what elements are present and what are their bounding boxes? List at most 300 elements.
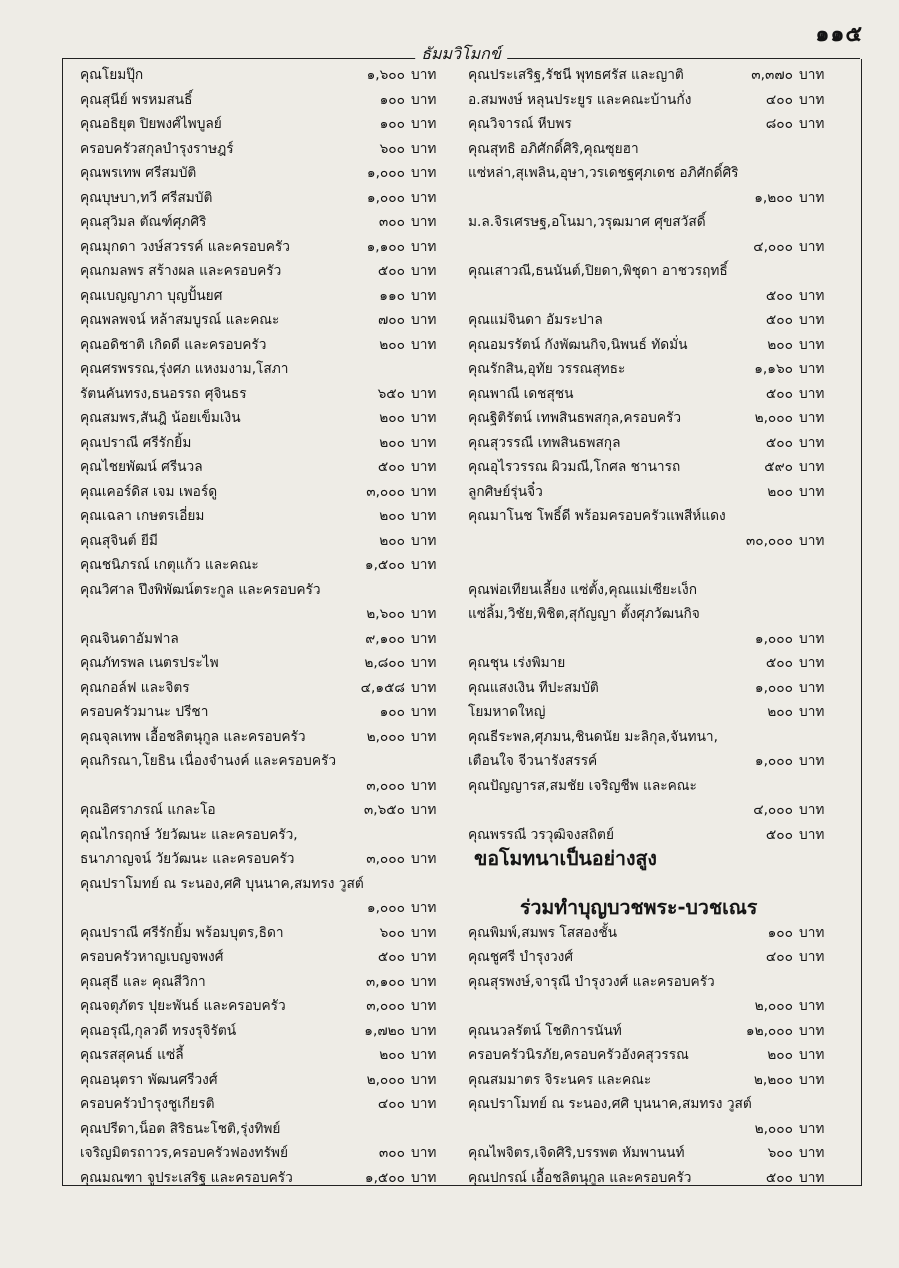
donor-row bbox=[80, 382, 455, 407]
donation-amount: ๒,๖๐๐ bbox=[366, 606, 405, 622]
donor-row bbox=[80, 137, 455, 162]
donation-amount: ๒๐๐ bbox=[379, 532, 405, 549]
donor-row bbox=[80, 455, 455, 480]
currency-unit: บาท bbox=[411, 385, 437, 402]
donor-row bbox=[468, 161, 843, 186]
donor-name: แซ่ลิ้ม,วิชัย,พิชิต,สุกัญญา ตั้งศุภวัฒนกิจ bbox=[468, 606, 700, 622]
page-header bbox=[62, 44, 860, 63]
donor-name: คุณไชยพัฒน์ ศรีนวล bbox=[80, 459, 203, 475]
donation-amount: ๕๐๐ bbox=[765, 312, 793, 328]
donor-name: ม.ล.จิรเศรษฐ,อโนมา,วรุฒมาศ ศุขสวัสดิ์ bbox=[468, 214, 706, 230]
currency-unit: บาท bbox=[411, 508, 437, 524]
donor-row bbox=[80, 1092, 455, 1117]
currency-unit: บาท bbox=[799, 1169, 825, 1186]
currency-unit: บาท bbox=[411, 973, 437, 990]
donor-row bbox=[468, 651, 843, 676]
donor-row bbox=[468, 1166, 843, 1191]
donation-amount: ๒,๐๐๐ bbox=[754, 998, 793, 1014]
donor-name: คุณปราโมทย์ ณ ระนอง,ศศิ บุนนาค,สมทรง วูสต์ bbox=[80, 875, 364, 892]
currency-unit: บาท bbox=[799, 385, 825, 402]
donor-row bbox=[468, 774, 843, 799]
currency-unit: บาท bbox=[799, 949, 825, 965]
donor-row bbox=[468, 88, 843, 113]
currency-unit: บาท bbox=[411, 949, 437, 965]
donor-list-right bbox=[468, 63, 843, 1190]
currency-unit: บาท bbox=[411, 410, 437, 426]
donor-name: เตือนใจ จีวนารังสรรค์ bbox=[468, 753, 598, 769]
donor-name: คุณวิศาล ปึงพิพัฒน์ตระกูล และครอบครัว bbox=[80, 581, 321, 598]
donor-name: คุณโยมปุ๊ก bbox=[80, 67, 144, 83]
donation-amount: ๑,๒๐๐ bbox=[754, 189, 793, 206]
donor-name: คุณมุกดา วงษ์สวรรค์ และครอบครัว bbox=[80, 238, 290, 255]
donor-name: คุณจุลเทพ เอื้อชลิตนุกูล และครอบครัว bbox=[80, 728, 306, 745]
currency-unit: บาท bbox=[799, 630, 825, 647]
donor-row bbox=[468, 994, 843, 1019]
currency-unit: บาท bbox=[411, 900, 437, 916]
donation-amount: ๑๐๐ bbox=[767, 924, 793, 941]
donor-name: คุณสมพร,สันฎิ น้อยเข็มเงิน bbox=[80, 410, 241, 426]
currency-unit: บาท bbox=[799, 532, 825, 549]
donation-amount: ๑๐๐ bbox=[379, 116, 405, 132]
donor-row bbox=[80, 627, 455, 652]
currency-unit: บาท bbox=[411, 287, 437, 304]
donor-row bbox=[468, 357, 843, 382]
donation-amount: ๓,๑๐๐ bbox=[365, 973, 405, 990]
donor-row bbox=[80, 651, 455, 676]
donation-amount: ๑๐๐ bbox=[379, 704, 405, 720]
currency-unit: บาท bbox=[411, 1096, 437, 1112]
donor-row bbox=[80, 112, 455, 137]
donor-row bbox=[80, 896, 455, 921]
donor-name: ธนาภาญจน์ วัยวัฒนะ และครอบครัว bbox=[80, 851, 295, 867]
donor-name: คุณชูศรี บำรุงวงศ์ bbox=[468, 949, 574, 965]
currency-unit: บาท bbox=[799, 1120, 825, 1137]
donor-row bbox=[80, 1043, 455, 1068]
donation-amount: ๒,๘๐๐ bbox=[364, 655, 405, 671]
currency-unit: บาท bbox=[411, 924, 437, 941]
donor-name: คุณพาณี เดชสุชน bbox=[468, 385, 574, 402]
donor-name: คุณเฉลา เกษตรเอี่ยม bbox=[80, 508, 205, 524]
donor-name: ครอบครัวมานะ ปรีชา bbox=[80, 704, 209, 720]
donor-row bbox=[80, 161, 455, 186]
donation-amount: ๕๐๐ bbox=[765, 434, 793, 451]
donor-row bbox=[80, 1117, 455, 1142]
currency-unit: บาท bbox=[411, 116, 437, 132]
currency-unit: บาท bbox=[411, 606, 437, 622]
currency-unit: บาท bbox=[799, 1047, 825, 1063]
spacer bbox=[468, 553, 843, 578]
page-number: ๑๑๕ bbox=[815, 22, 863, 47]
donor-name: คุณปัญญารส,สมชัย เจริญชีพ และคณะ bbox=[468, 777, 697, 794]
donor-name: คุณไพจิตร,เจิดศิริ,บรรพต หัมพานนท์ bbox=[468, 1145, 685, 1161]
donor-row bbox=[468, 1043, 843, 1068]
currency-unit: บาท bbox=[799, 361, 825, 377]
donor-row bbox=[80, 994, 455, 1019]
donation-amount: ๓,๓๗๐ bbox=[751, 67, 793, 83]
currency-unit: บาท bbox=[411, 263, 437, 279]
donor-row bbox=[80, 333, 455, 358]
donor-row bbox=[468, 823, 843, 848]
donor-row bbox=[80, 700, 455, 725]
donation-amount: ๒๐๐ bbox=[379, 336, 405, 353]
donor-row bbox=[80, 774, 455, 799]
donor-row bbox=[80, 970, 455, 995]
donor-row bbox=[80, 578, 455, 603]
donor-row bbox=[80, 602, 455, 627]
donation-amount: ๒๐๐ bbox=[379, 1047, 405, 1063]
donation-amount: ๔๐๐ bbox=[765, 949, 793, 965]
donor-name: คุณอิศราภรณ์ แกละโอ bbox=[80, 802, 216, 818]
currency-unit: บาท bbox=[799, 802, 825, 818]
donor-row bbox=[80, 1166, 455, 1191]
donor-row bbox=[80, 749, 455, 774]
donor-row bbox=[468, 529, 843, 554]
donor-row bbox=[80, 1141, 455, 1166]
currency-unit: บาท bbox=[799, 189, 825, 206]
currency-unit: บาท bbox=[411, 214, 437, 230]
donation-amount: ๑,๐๐๐ bbox=[366, 165, 405, 181]
currency-unit: บาท bbox=[799, 116, 825, 132]
donation-amount: ๒,๐๐๐ bbox=[754, 410, 793, 426]
currency-unit: บาท bbox=[411, 140, 437, 157]
donor-name: คุณอดิชาติ เกิดดี และครอบครัว bbox=[80, 336, 267, 353]
currency-unit: บาท bbox=[411, 165, 437, 181]
donor-name: คุณสุจินต์ ยีมี bbox=[80, 532, 158, 549]
donor-name: คุณสุรพงษ์,จารุณี บำรุงวงศ์ และครอบครัว bbox=[468, 973, 715, 990]
donation-amount: ๒๐๐ bbox=[379, 434, 405, 451]
donor-row bbox=[468, 63, 843, 88]
donation-amount: ๑,๐๐๐ bbox=[366, 900, 405, 916]
donation-amount: ๒๐๐ bbox=[379, 410, 405, 426]
donation-amount: ๕๐๐ bbox=[765, 655, 793, 671]
donation-amount: ๓,๖๕๐ bbox=[363, 802, 405, 818]
donation-amount: ๒๐๐ bbox=[767, 1047, 793, 1063]
donor-row bbox=[468, 382, 843, 407]
donor-row bbox=[80, 284, 455, 309]
donor-row bbox=[80, 235, 455, 260]
donor-row bbox=[80, 308, 455, 333]
donor-name: คุณมาโนช โพธิ์ดี พร้อมครอบครัวแพสีห์แดง bbox=[468, 508, 726, 524]
donor-row bbox=[468, 798, 843, 823]
donation-amount: ๓,๐๐๐ bbox=[366, 851, 405, 867]
donor-row bbox=[468, 259, 843, 284]
donation-amount: ๒๐๐ bbox=[767, 336, 793, 353]
donor-row bbox=[80, 847, 455, 872]
donor-name: ครอบครัวสกุลบำรุงราษฎร์ bbox=[80, 140, 234, 157]
donor-row bbox=[80, 186, 455, 211]
donor-row bbox=[80, 823, 455, 848]
donor-name: คุณปราณี ศรีรักยิ้ม พร้อมบุตร,ธิดา bbox=[80, 924, 284, 941]
donation-amount: ๑,๖๐๐ bbox=[366, 67, 405, 83]
currency-unit: บาท bbox=[411, 336, 437, 353]
donation-amount: ๑,๑๖๐ bbox=[754, 361, 793, 377]
donor-row bbox=[468, 970, 843, 995]
donation-amount: ๑,๐๐๐ bbox=[754, 630, 793, 647]
currency-unit: บาท bbox=[799, 312, 825, 328]
donation-amount: ๓๐,๐๐๐ bbox=[745, 532, 793, 549]
donor-row bbox=[80, 1068, 455, 1093]
currency-unit: บาท bbox=[411, 434, 437, 451]
donor-row bbox=[468, 112, 843, 137]
donation-amount: ๑,๕๐๐ bbox=[364, 1169, 405, 1186]
donor-name: คุณพ่อเทียนเลี้ยง แซ่ตั้ง,คุณแม่เซียะเง็ก bbox=[468, 581, 698, 598]
donation-amount: ๖๐๐ bbox=[379, 924, 405, 941]
donation-amount: ๓๐๐ bbox=[378, 214, 405, 230]
donor-row bbox=[468, 480, 843, 505]
donor-row bbox=[80, 872, 455, 897]
donor-name: คุณสมมาตร จิระนคร และคณะ bbox=[468, 1071, 652, 1088]
donor-row bbox=[468, 945, 843, 970]
donation-amount: ๒,๒๐๐ bbox=[753, 1071, 793, 1088]
donor-name: ครอบครัวนิรภัย,ครอบครัวอังคสุวรรณ bbox=[468, 1047, 689, 1063]
donor-name: คุณปรีดา,น็อต สิริธนะโชติ,รุ่งทิพย์ bbox=[80, 1120, 281, 1137]
donation-amount: ๕๐๐ bbox=[765, 1169, 793, 1186]
donor-name: คุณบุษบา,ทวี ศรีสมบัติ bbox=[80, 189, 213, 206]
donation-amount: ๔,๑๕๘ bbox=[360, 679, 405, 696]
currency-unit: บาท bbox=[411, 851, 437, 867]
currency-unit: บาท bbox=[411, 459, 437, 475]
donation-amount: ๓,๐๐๐ bbox=[366, 998, 405, 1014]
donation-amount: ๒๐๐ bbox=[379, 508, 405, 524]
donation-amount: ๒,๐๐๐ bbox=[366, 1071, 405, 1088]
donor-row bbox=[468, 504, 843, 529]
currency-unit: บาท bbox=[411, 1145, 437, 1161]
donation-amount: ๑,๑๐๐ bbox=[366, 238, 405, 255]
donor-row bbox=[80, 357, 455, 382]
currency-unit: บาท bbox=[411, 630, 437, 647]
spacer bbox=[468, 872, 843, 897]
currency-unit: บาท bbox=[411, 1022, 437, 1039]
donor-name: ลูกศิษย์รุ่นจิ๋ว bbox=[468, 483, 543, 500]
donor-row bbox=[468, 1117, 843, 1142]
donor-name: คุณพรรณี วรวุฒิจงสถิตย์ bbox=[468, 826, 614, 843]
section-heading: ขอโมทนาเป็นอย่างสูง bbox=[474, 847, 657, 870]
donor-row bbox=[468, 921, 843, 946]
donation-amount: ๖๐๐ bbox=[767, 1145, 793, 1161]
donor-name: อ.สมพงษ์ หลุนประยูร และคณะบ้านกั่ง bbox=[468, 91, 692, 108]
currency-unit: บาท bbox=[799, 410, 825, 426]
donor-name: คุณกิรณา,โยธิน เนื่องจำนงค์ และครอบครัว bbox=[80, 753, 337, 769]
donor-row bbox=[468, 602, 843, 627]
donor-name: คุณเคอร์ดิส เจม เพอร์ดู bbox=[80, 483, 218, 500]
donation-amount: ๕๐๐ bbox=[377, 949, 405, 965]
donor-row bbox=[80, 676, 455, 701]
donation-amount: ๕๐๐ bbox=[377, 263, 405, 279]
currency-unit: บาท bbox=[799, 67, 825, 83]
donor-name: คุณภัทรพล เนตรประไพ bbox=[80, 655, 219, 671]
donor-name: คุณฐิติรัตน์ เทพสินธพสกุล,ครอบครัว bbox=[468, 410, 682, 426]
donor-row bbox=[80, 945, 455, 970]
currency-unit: บาท bbox=[411, 1169, 437, 1186]
donor-name: คุณสุนีย์ พรหมสนธิ์ bbox=[80, 91, 193, 108]
donor-name: คุณพิมพ์,สมพร โสสองชั้น bbox=[468, 924, 617, 941]
donor-row bbox=[468, 1068, 843, 1093]
donor-name: คุณแสงเงิน ทีปะสมบัติ bbox=[468, 679, 599, 696]
donation-amount: ๗๐๐ bbox=[377, 312, 405, 328]
currency-unit: บาท bbox=[799, 459, 825, 475]
donation-amount: ๓,๐๐๐ bbox=[366, 777, 405, 794]
donation-amount: ๑,๗๒๐ bbox=[364, 1022, 405, 1039]
donor-name: คุณอธิยุต ปิยพงศ์ไพบูลย์ bbox=[80, 116, 222, 132]
donation-amount: ๔๐๐ bbox=[377, 1096, 405, 1112]
donation-amount: ๑,๐๐๐ bbox=[366, 189, 405, 206]
donation-amount: ๙,๑๐๐ bbox=[365, 630, 405, 647]
donor-row bbox=[468, 284, 843, 309]
donor-name: คุณกอล์ฟ และจิตร bbox=[80, 679, 190, 696]
donation-amount: ๔,๐๐๐ bbox=[753, 802, 793, 818]
donation-amount: ๓๐๐ bbox=[378, 1145, 405, 1161]
currency-unit: บาท bbox=[799, 238, 825, 255]
currency-unit: บาท bbox=[411, 802, 437, 818]
donor-row bbox=[80, 210, 455, 235]
donor-row bbox=[468, 308, 843, 333]
currency-unit: บาท bbox=[411, 998, 437, 1014]
donor-name: คุณพรเทพ ศรีสมบัติ bbox=[80, 165, 197, 181]
donor-row bbox=[468, 235, 843, 260]
donor-name: คุณปราณี ศรีรักยิ้ม bbox=[80, 434, 192, 451]
currency-unit: บาท bbox=[799, 679, 825, 696]
donor-name: คุณกมลพร สร้างผล และครอบครัว bbox=[80, 263, 282, 279]
donor-name: คุณวิจารณ์ หีบพร bbox=[468, 116, 572, 132]
donor-row bbox=[468, 210, 843, 235]
donor-name: แซ่หล่า,สุเพลิน,อุษา,วรเดชฐศุภเดช อภิศักดิ์ศิริ bbox=[468, 165, 739, 181]
donation-amount: ๓,๐๐๐ bbox=[366, 483, 405, 500]
donor-name: คุณอมรรัตน์ กังพัฒนกิจ,นิพนธ์ ทัดมั่น bbox=[468, 336, 688, 353]
donor-name: คุณอนุตรา พัฒนศรีวงศ์ bbox=[80, 1071, 218, 1088]
donor-row bbox=[468, 455, 843, 480]
donation-amount: ๖๐๐ bbox=[379, 140, 405, 157]
currency-unit: บาท bbox=[799, 826, 825, 843]
donor-row bbox=[80, 504, 455, 529]
donation-amount: ๑๑๐ bbox=[379, 287, 405, 304]
donor-name: คุณจินดาอัมฟาล bbox=[80, 630, 179, 647]
donor-row bbox=[80, 259, 455, 284]
donor-row bbox=[468, 406, 843, 431]
section-heading: ร่วมทำบุญบวชพระ-บวชเณร bbox=[520, 896, 758, 919]
donation-amount: ๑,๕๐๐ bbox=[364, 557, 405, 573]
donor-row bbox=[80, 1019, 455, 1044]
donor-name: คุณชนิภรณ์ เกตุแก้ว และคณะ bbox=[80, 557, 259, 573]
donor-name: คุณมณฑา จูประเสริฐ และครอบครัว bbox=[80, 1169, 293, 1186]
currency-unit: บาท bbox=[411, 532, 437, 549]
donor-name: คุณศรพรรณ,รุ่งศภ แหงมงาม,โสภา bbox=[80, 361, 289, 377]
donor-name: คุณเสาวณี,ธนนันต์,ปิยดา,พิชุดา อาชวรฤทธิ์ bbox=[468, 263, 728, 279]
header-title: ธัมมวิโมกข์ bbox=[415, 42, 507, 67]
donor-row bbox=[80, 553, 455, 578]
donor-name: คุณธีระพล,ศุภมน,ชินดนัย มะลิกุล,จันทนา, bbox=[468, 728, 718, 745]
currency-unit: บาท bbox=[411, 1071, 437, 1088]
currency-unit: บาท bbox=[411, 312, 437, 328]
donation-amount: ๕๐๐ bbox=[765, 287, 793, 304]
currency-unit: บาท bbox=[411, 655, 437, 671]
currency-unit: บาท bbox=[799, 91, 825, 108]
currency-unit: บาท bbox=[411, 1047, 437, 1063]
donor-row bbox=[80, 63, 455, 88]
currency-unit: บาท bbox=[411, 189, 437, 206]
donor-name: ครอบครัวบำรุงชูเกียรติ bbox=[80, 1096, 215, 1112]
donation-amount: ๕๐๐ bbox=[377, 459, 405, 475]
donor-row bbox=[468, 1019, 843, 1044]
currency-unit: บาท bbox=[799, 998, 825, 1014]
currency-unit: บาท bbox=[411, 557, 437, 573]
donation-amount: ๒,๐๐๐ bbox=[366, 728, 405, 745]
donation-amount: ๑๒,๐๐๐ bbox=[745, 1022, 793, 1039]
donor-row bbox=[80, 431, 455, 456]
currency-unit: บาท bbox=[799, 924, 825, 941]
donor-name: คุณสุทธิ อภิศักดิ์ศิริ,คุณซุยฮา bbox=[468, 140, 639, 157]
currency-unit: บาท bbox=[411, 704, 437, 720]
currency-unit: บาท bbox=[799, 434, 825, 451]
currency-unit: บาท bbox=[799, 1071, 825, 1088]
donor-row bbox=[468, 725, 843, 750]
currency-unit: บาท bbox=[799, 483, 825, 500]
currency-unit: บาท bbox=[799, 753, 825, 769]
donor-name: คุณสุวรรณี เทพสินธพสกุล bbox=[468, 434, 621, 451]
donor-name: คุณปกรณ์ เอื้อชลิตนุกูล และครอบครัว bbox=[468, 1169, 692, 1186]
currency-unit: บาท bbox=[411, 728, 437, 745]
donor-row bbox=[468, 1092, 843, 1117]
donation-amount: ๔๐๐ bbox=[765, 91, 793, 108]
currency-unit: บาท bbox=[411, 777, 437, 794]
donor-name: คุณเบญญาภา บุญปั้นยศ bbox=[80, 287, 223, 304]
donation-amount: ๑,๐๐๐ bbox=[754, 753, 793, 769]
donation-amount: ๑,๐๐๐ bbox=[754, 679, 793, 696]
donation-amount: ๘๐๐ bbox=[765, 116, 793, 132]
currency-unit: บาท bbox=[411, 67, 437, 83]
donor-row bbox=[80, 798, 455, 823]
donor-row bbox=[80, 921, 455, 946]
donor-row bbox=[468, 627, 843, 652]
donor-row bbox=[80, 529, 455, 554]
currency-unit: บาท bbox=[411, 483, 437, 500]
donor-row bbox=[80, 725, 455, 750]
donation-amount: ๕๐๐ bbox=[765, 826, 793, 843]
donor-name: คุณแม่จินดา อัมระปาล bbox=[468, 312, 603, 328]
currency-unit: บาท bbox=[799, 1022, 825, 1039]
donation-amount: ๑๐๐ bbox=[379, 91, 405, 108]
donation-amount: ๕๙๐ bbox=[764, 459, 793, 475]
donation-amount: ๒๐๐ bbox=[767, 704, 793, 720]
donor-name: คุณสุธี และ คุณสีวิกา bbox=[80, 973, 206, 990]
donor-row bbox=[80, 406, 455, 431]
currency-unit: บาท bbox=[411, 679, 437, 696]
donor-name: รัตนคันทรง,ธนอรรถ ศุจินธร bbox=[80, 385, 247, 402]
donor-name: คุณชุน เร่งพิมาย bbox=[468, 655, 566, 671]
donor-name: คุณรสสุคนธ์ แซ่ลี้ bbox=[80, 1047, 184, 1063]
donor-name: คุณประเสริฐ,รัชนี พุทธศรัส และญาติ bbox=[468, 67, 684, 83]
donation-amount: ๖๕๐ bbox=[377, 385, 405, 402]
donor-name: คุณสุวิมล ตัณฑ์ศุภศิริ bbox=[80, 214, 207, 230]
currency-unit: บาท bbox=[799, 704, 825, 720]
donor-row bbox=[468, 1141, 843, 1166]
donation-amount: ๒,๐๐๐ bbox=[754, 1120, 793, 1137]
currency-unit: บาท bbox=[411, 91, 437, 108]
donor-name: โยมหาดใหญ่ bbox=[468, 704, 546, 720]
donor-row bbox=[468, 137, 843, 162]
donation-amount: ๔,๐๐๐ bbox=[753, 238, 793, 255]
currency-unit: บาท bbox=[799, 336, 825, 353]
donor-name: คุณปราโมทย์ ณ ระนอง,ศศิ บุนนาค,สมทรง วูสต์ bbox=[468, 1096, 752, 1112]
donor-name: คุณรักสิน,อุทัย วรรณสุทธะ bbox=[468, 361, 626, 377]
donor-row bbox=[80, 88, 455, 113]
donor-row bbox=[468, 578, 843, 603]
donor-row bbox=[468, 333, 843, 358]
donor-row bbox=[468, 676, 843, 701]
donation-amount: ๕๐๐ bbox=[765, 385, 793, 402]
donor-list-left bbox=[80, 63, 455, 1190]
currency-unit: บาท bbox=[799, 655, 825, 671]
currency-unit: บาท bbox=[411, 238, 437, 255]
